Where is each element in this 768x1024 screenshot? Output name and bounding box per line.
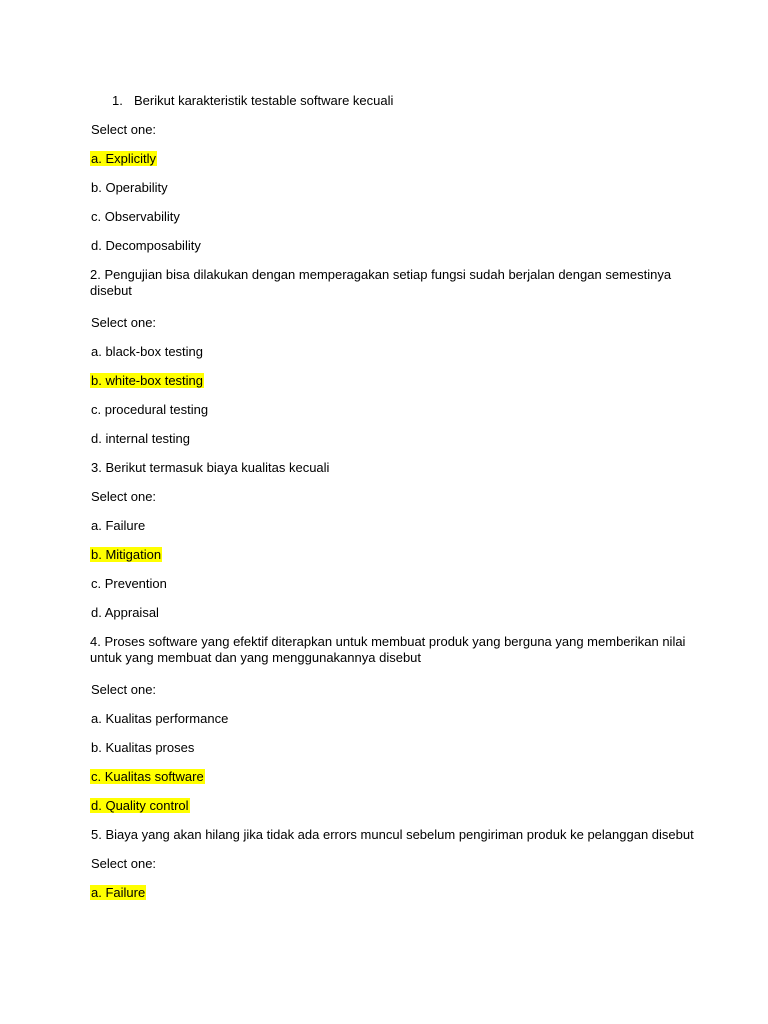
question-1-option-d[interactable]: d. Decomposability	[91, 238, 201, 253]
question-1-option-a[interactable]: a. Explicitly	[91, 151, 157, 166]
question-4-option-c[interactable]: c. Kualitas software	[91, 769, 204, 784]
question-3-option-d[interactable]: d. Appraisal	[91, 605, 159, 620]
question-2-option-d[interactable]: d. internal testing	[91, 431, 191, 446]
question-3-select-one: Select one:	[91, 489, 157, 504]
question-2-text-line-2: disebut	[90, 283, 132, 298]
question-4-option-a[interactable]: a. Kualitas performance	[91, 711, 229, 726]
question-5-option-a[interactable]: a. Failure	[91, 885, 146, 900]
question-4	[90, 634, 690, 682]
question-3-option-a[interactable]: a. Failure	[91, 518, 146, 533]
question-3-text: 3. Berikut termasuk biaya kualitas kecuali	[91, 460, 330, 475]
question-2-text-line-1: 2. Pengujian bisa dilakukan dengan memperagakan setiap fungsi sudah berjalan dengan semestinya	[90, 267, 672, 282]
question-1	[90, 93, 690, 122]
question-2	[90, 267, 690, 315]
question-2-option-c[interactable]: c. procedural testing	[91, 402, 209, 417]
question-3	[90, 460, 690, 489]
question-5-select-one: Select one:	[91, 856, 157, 871]
question-4-select-one: Select one:	[91, 682, 157, 697]
question-1-option-c[interactable]: c. Observability	[91, 209, 180, 224]
question-4-option-d[interactable]: d. Quality control	[91, 798, 189, 813]
question-2-select-one: Select one:	[91, 315, 157, 330]
question-4-text-line-2: untuk yang membuat dan yang menggunakannya disebut	[90, 650, 422, 665]
question-4-text-line-1: 4. Proses software yang efektif diterapkan untuk membuat produk yang berguna yang memberikan nilai	[90, 634, 686, 649]
question-1-select-one: Select one:	[91, 122, 157, 137]
quiz-content	[90, 93, 694, 914]
question-5-text: 5. Biaya yang akan hilang jika tidak ada errors muncul sebelum pengiriman produk ke pelanggan disebut	[91, 827, 694, 842]
question-5	[90, 827, 694, 856]
question-4-option-b[interactable]: b. Kualitas proses	[91, 740, 195, 755]
question-2-option-b[interactable]: b. white-box testing	[91, 373, 204, 388]
question-2-option-a[interactable]: a. black-box testing	[91, 344, 204, 359]
question-3-option-b[interactable]: b. Mitigation	[91, 547, 162, 562]
question-1-number: 1.	[112, 93, 123, 108]
question-1-text: Berikut karakteristik testable software kecuali	[134, 93, 394, 108]
question-1-option-b[interactable]: b. Operability	[91, 180, 168, 195]
question-3-option-c[interactable]: c. Prevention	[91, 576, 167, 591]
